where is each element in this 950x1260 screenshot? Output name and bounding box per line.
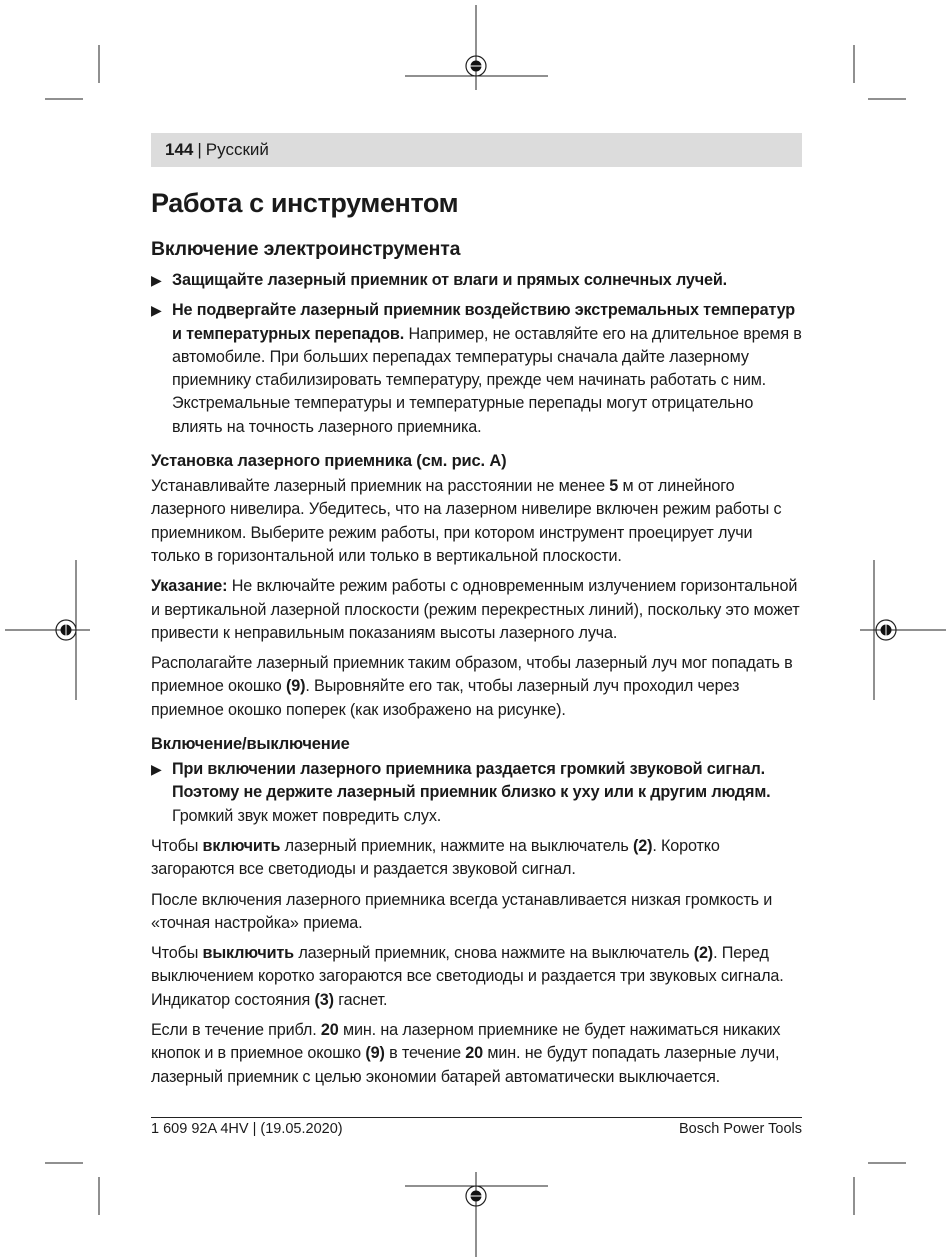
paragraph-auto-off: Если в течение прибл. 20 мин. на лазерном приемнике не будет нажиматься никаких кнопок и в приемное окошко (9) в течение 20 мин. не будут попадать лазерные лучи, лазерный приемник с целью экономии батарей автоматически выключается. bbox=[151, 1021, 781, 1086]
section-heading-power: Включение электроинструмента bbox=[151, 238, 461, 260]
warning-bold-text: При включении лазерного приемника раздается громкий звуковой сигнал. Поэтому не держите лазерный приемник близко к уху или к другим людям. bbox=[172, 760, 771, 802]
warning-arrow-icon: ▶ bbox=[151, 302, 162, 319]
header-language: Русский bbox=[205, 140, 269, 159]
page-header bbox=[151, 133, 802, 167]
warning-text: Например, не оставляйте его на длительное время в автомобиле. При больших перепадах температуры сначала дайте лазерному приемнику стабилизировать температуру, прежде чем начинать работать с ним. Экстремальные температуры и температурные перепады могут отрицательно влиять на точность лазерного приемника. bbox=[172, 324, 802, 436]
warning-arrow-icon: ▶ bbox=[151, 272, 162, 288]
warning-text: Защищайте лазерный приемник от влаги и прямых солнечных лучей. bbox=[172, 271, 727, 289]
warning-loud-signal bbox=[151, 758, 803, 828]
page-number: 144 bbox=[165, 140, 194, 159]
paragraph-note: Указание: Не включайте режим работы с одновременным излучением горизонтальной и вертикальной лазерной плоскости (режим перекрестных линий), поскольку это может привести к неправильным показаниям высоты лазерного луча. bbox=[151, 577, 800, 642]
paragraph-switch-on: Чтобы включить лазерный приемник, нажмите на выключатель (2). Коротко загораются все светодиоды и раздается звуковой сигнал. bbox=[151, 836, 720, 879]
page-content bbox=[151, 180, 803, 1096]
page-footer bbox=[151, 1117, 802, 1137]
section-heading-onoff: Включение/выключение bbox=[151, 735, 350, 754]
paragraph-switch-off: Чтобы выключить лазерный приемник, снова нажмите на выключатель (2). Перед выключением коротко загораются все светодиоды и раздается три звуковых сигнала. Индикатор состояния (3) гаснет. bbox=[151, 944, 784, 1009]
warning-moisture bbox=[151, 269, 803, 292]
paragraph-default-settings: После включения лазерного приемника всегда устанавливается низкая громкость и «точная настройка» приема. bbox=[151, 890, 773, 932]
warning-text: Громкий звук может повредить слух. bbox=[172, 806, 442, 825]
warning-bold-text: Не подвергайте лазерный приемник воздействию экстремальных температур и температурных перепадов. bbox=[172, 301, 796, 343]
paragraph-alignment: Располагайте лазерный приемник таким образом, чтобы лазерный луч мог попадать в приемное окошко (9). Выровняйте его так, чтобы лазерный луч проходил через приемное окошко поперек (как изображено на рисунке). bbox=[151, 654, 793, 719]
page-title: Работа с инструментом bbox=[151, 188, 459, 218]
header-separator: | bbox=[197, 140, 202, 159]
section-heading-install: Установка лазерного приемника (см. рис. A) bbox=[151, 452, 507, 471]
footer-doc-id: 1 609 92A 4HV | (19.05.2020) bbox=[151, 1121, 343, 1137]
warning-arrow-icon: ▶ bbox=[151, 761, 162, 778]
footer-brand: Bosch Power Tools bbox=[678, 1121, 802, 1137]
note-label: Указание: bbox=[151, 577, 228, 596]
warning-temperature bbox=[151, 299, 803, 439]
paragraph-distance: Устанавливайте лазерный приемник на расстоянии не менее 5 м от линейного лазерного нивелира. Убедитесь, что на лазерном нивелире включен режим работы с приемником. Выберите режим работы, при котором инструмент проецирует лучи только в горизонтальной или только в вертикальной плоскости. bbox=[151, 477, 782, 565]
